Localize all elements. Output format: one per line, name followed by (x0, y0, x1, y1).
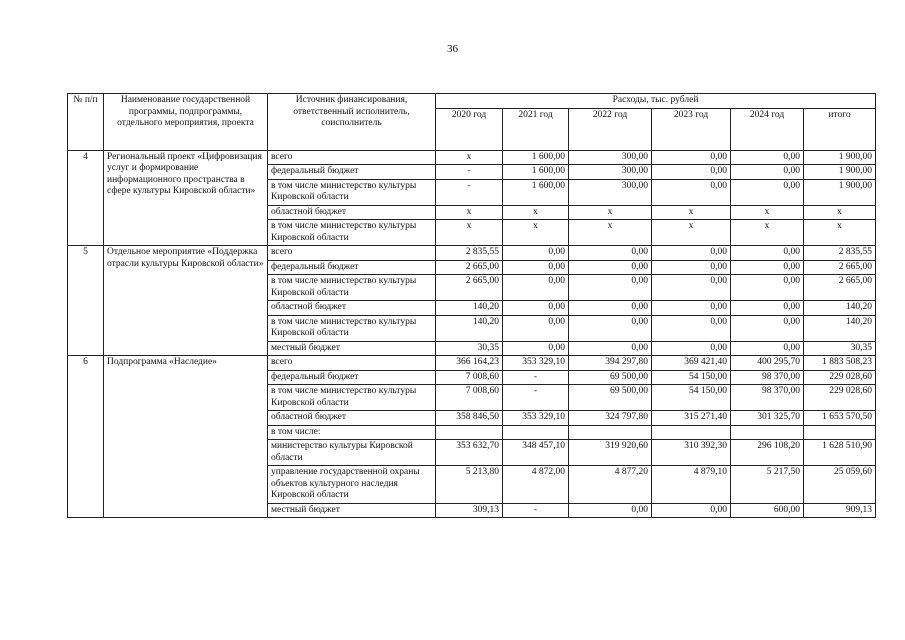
amount-cell: 348 457,10 (503, 440, 569, 466)
amount-cell: 600,00 (731, 503, 804, 518)
funding-source: всего (268, 356, 436, 371)
program-name: Региональный проект «Цифровизация услуг и формирование информационного пространства в сфере культуры Кировской области» (104, 150, 268, 246)
amount-cell: 0,00 (731, 165, 804, 180)
amount-cell: 7 008,60 (436, 385, 503, 411)
amount-cell: 0,00 (569, 246, 652, 261)
header-year-2022: 2022 год (569, 108, 652, 150)
amount-cell: 7 008,60 (436, 370, 503, 385)
amount-cell: 5 217,50 (731, 466, 804, 504)
amount-cell: 0,00 (652, 503, 731, 518)
amount-cell: 400 295,70 (731, 356, 804, 371)
amount-cell: 229 028,60 (804, 370, 876, 385)
amount-cell: 69 500,00 (569, 385, 652, 411)
amount-cell: 1 600,00 (503, 179, 569, 205)
amount-cell: 0,00 (503, 341, 569, 356)
amount-cell: 0,00 (652, 150, 731, 165)
amount-cell: х (436, 220, 503, 246)
amount-cell: 4 872,00 (503, 466, 569, 504)
amount-cell: 366 164,23 (436, 356, 503, 371)
amount-cell: 0,00 (652, 275, 731, 301)
amount-cell: х (652, 220, 731, 246)
amount-cell: х (436, 150, 503, 165)
amount-cell: 353 329,10 (503, 356, 569, 371)
table-row (68, 150, 876, 165)
funding-source: федеральный бюджет (268, 370, 436, 385)
amount-cell: 1 900,00 (804, 179, 876, 205)
funding-source: в том числе министерство культуры Кировской области (268, 385, 436, 411)
amount-cell: 353 329,10 (503, 411, 569, 426)
amount-cell: 5 213,80 (436, 466, 503, 504)
amount-cell (503, 425, 569, 440)
amount-cell: 1 900,00 (804, 165, 876, 180)
amount-cell: 0,00 (569, 315, 652, 341)
amount-cell: 300,00 (569, 150, 652, 165)
table-row (68, 246, 876, 261)
amount-cell: 54 150,00 (652, 385, 731, 411)
amount-cell: 2 665,00 (436, 275, 503, 301)
amount-cell: 353 632,70 (436, 440, 503, 466)
header-name: Наименование государственной программы, подпрограммы, отдельного мероприятия, проекта (104, 94, 268, 151)
amount-cell: 25 059,60 (804, 466, 876, 504)
amount-cell (569, 425, 652, 440)
amount-cell: 98 370,00 (731, 370, 804, 385)
amount-cell: 300,00 (569, 179, 652, 205)
amount-cell: 310 392,30 (652, 440, 731, 466)
amount-cell (652, 425, 731, 440)
amount-cell: 315 271,40 (652, 411, 731, 426)
amount-cell: 0,00 (652, 341, 731, 356)
amount-cell: 2 665,00 (436, 260, 503, 275)
amount-cell: 4 877,20 (569, 466, 652, 504)
amount-cell: 0,00 (731, 260, 804, 275)
page-number: 36 (447, 43, 458, 55)
header-year-2021: 2021 год (503, 108, 569, 150)
amount-cell: х (436, 205, 503, 220)
amount-cell: 1 600,00 (503, 165, 569, 180)
header-total: итого (804, 108, 876, 150)
header-year-2023: 2023 год (652, 108, 731, 150)
amount-cell: 394 297,80 (569, 356, 652, 371)
table-body (68, 150, 876, 518)
amount-cell: - (436, 165, 503, 180)
amount-cell: х (731, 205, 804, 220)
amount-cell: - (503, 503, 569, 518)
amount-cell: 0,00 (569, 503, 652, 518)
amount-cell: 0,00 (731, 275, 804, 301)
funding-source: всего (268, 150, 436, 165)
amount-cell: 0,00 (652, 301, 731, 316)
amount-cell: 0,00 (652, 260, 731, 275)
amount-cell: 369 421,40 (652, 356, 731, 371)
funding-source: местный бюджет (268, 503, 436, 518)
amount-cell: х (503, 205, 569, 220)
header-year-2024: 2024 год (731, 108, 804, 150)
amount-cell: х (652, 205, 731, 220)
funding-source: в том числе министерство культуры Кировской области (268, 179, 436, 205)
amount-cell: 909,13 (804, 503, 876, 518)
amount-cell: 98 370,00 (731, 385, 804, 411)
budget-table (67, 93, 876, 518)
amount-cell: 1 628 510,90 (804, 440, 876, 466)
funding-source: в том числе министерство культуры Кировской области (268, 220, 436, 246)
amount-cell: 1 653 570,50 (804, 411, 876, 426)
amount-cell: 0,00 (731, 246, 804, 261)
amount-cell: х (804, 205, 876, 220)
amount-cell: 1 883 508,23 (804, 356, 876, 371)
amount-cell (731, 425, 804, 440)
row-number: 6 (68, 356, 104, 518)
amount-cell: 0,00 (652, 179, 731, 205)
funding-source: министерство культуры Кировской области (268, 440, 436, 466)
amount-cell: х (503, 220, 569, 246)
amount-cell: - (503, 385, 569, 411)
row-number: 5 (68, 246, 104, 356)
funding-source: областной бюджет (268, 301, 436, 316)
funding-source: управление государственной охраны объектов культурного наследия Кировской области (268, 466, 436, 504)
amount-cell: 0,00 (569, 260, 652, 275)
amount-cell: х (804, 220, 876, 246)
program-name: Подпрограмма «Наследие» (104, 356, 268, 518)
amount-cell: 296 108,20 (731, 440, 804, 466)
funding-source: областной бюджет (268, 411, 436, 426)
amount-cell: 0,00 (569, 341, 652, 356)
amount-cell: 309,13 (436, 503, 503, 518)
amount-cell: 0,00 (731, 179, 804, 205)
amount-cell: 69 500,00 (569, 370, 652, 385)
amount-cell: 324 797,80 (569, 411, 652, 426)
amount-cell (436, 425, 503, 440)
amount-cell: 0,00 (731, 341, 804, 356)
amount-cell: 0,00 (569, 301, 652, 316)
amount-cell: 4 879,10 (652, 466, 731, 504)
amount-cell: 0,00 (503, 301, 569, 316)
amount-cell: 0,00 (503, 260, 569, 275)
amount-cell: 140,20 (436, 301, 503, 316)
funding-source: в том числе министерство культуры Кировской области (268, 315, 436, 341)
amount-cell: 0,00 (731, 150, 804, 165)
amount-cell: 140,20 (804, 301, 876, 316)
header-expenses: Расходы, тыс. рублей (436, 94, 876, 109)
amount-cell: 301 325,70 (731, 411, 804, 426)
amount-cell: х (569, 205, 652, 220)
funding-source: областной бюджет (268, 205, 436, 220)
row-number: 4 (68, 150, 104, 246)
amount-cell: 140,20 (804, 315, 876, 341)
amount-cell: - (436, 179, 503, 205)
amount-cell: 0,00 (652, 165, 731, 180)
header-no: № п/п (68, 94, 104, 151)
amount-cell: - (503, 370, 569, 385)
amount-cell (804, 425, 876, 440)
amount-cell: 0,00 (731, 301, 804, 316)
amount-cell: 0,00 (503, 275, 569, 301)
funding-source: федеральный бюджет (268, 165, 436, 180)
amount-cell: 2 835,55 (804, 246, 876, 261)
amount-cell: 0,00 (569, 275, 652, 301)
amount-cell: 0,00 (652, 315, 731, 341)
amount-cell: 0,00 (731, 315, 804, 341)
amount-cell: 300,00 (569, 165, 652, 180)
amount-cell: х (569, 220, 652, 246)
amount-cell: 2 665,00 (804, 275, 876, 301)
amount-cell: 54 150,00 (652, 370, 731, 385)
amount-cell: х (731, 220, 804, 246)
table-header (68, 94, 876, 151)
amount-cell: 358 846,50 (436, 411, 503, 426)
funding-source: федеральный бюджет (268, 260, 436, 275)
header-source: Источник финансирования, ответственный исполнитель, соисполнитель (268, 94, 436, 151)
funding-source: всего (268, 246, 436, 261)
amount-cell: 1 600,00 (503, 150, 569, 165)
amount-cell: 2 665,00 (804, 260, 876, 275)
funding-source: в том числе министерство культуры Кировской области (268, 275, 436, 301)
funding-source: в том числе: (268, 425, 436, 440)
amount-cell: 0,00 (503, 246, 569, 261)
amount-cell: 0,00 (503, 315, 569, 341)
amount-cell: 319 920,60 (569, 440, 652, 466)
table-row (68, 356, 876, 371)
amount-cell: 140,20 (436, 315, 503, 341)
program-name: Отдельное мероприятие «Поддержка отрасли культуры Кировской области» (104, 246, 268, 356)
funding-source: местный бюджет (268, 341, 436, 356)
amount-cell: 2 835,55 (436, 246, 503, 261)
amount-cell: 0,00 (652, 246, 731, 261)
amount-cell: 229 028,60 (804, 385, 876, 411)
amount-cell: 30,35 (804, 341, 876, 356)
amount-cell: 1 900,00 (804, 150, 876, 165)
amount-cell: 30,35 (436, 341, 503, 356)
header-year-2020: 2020 год (436, 108, 503, 150)
